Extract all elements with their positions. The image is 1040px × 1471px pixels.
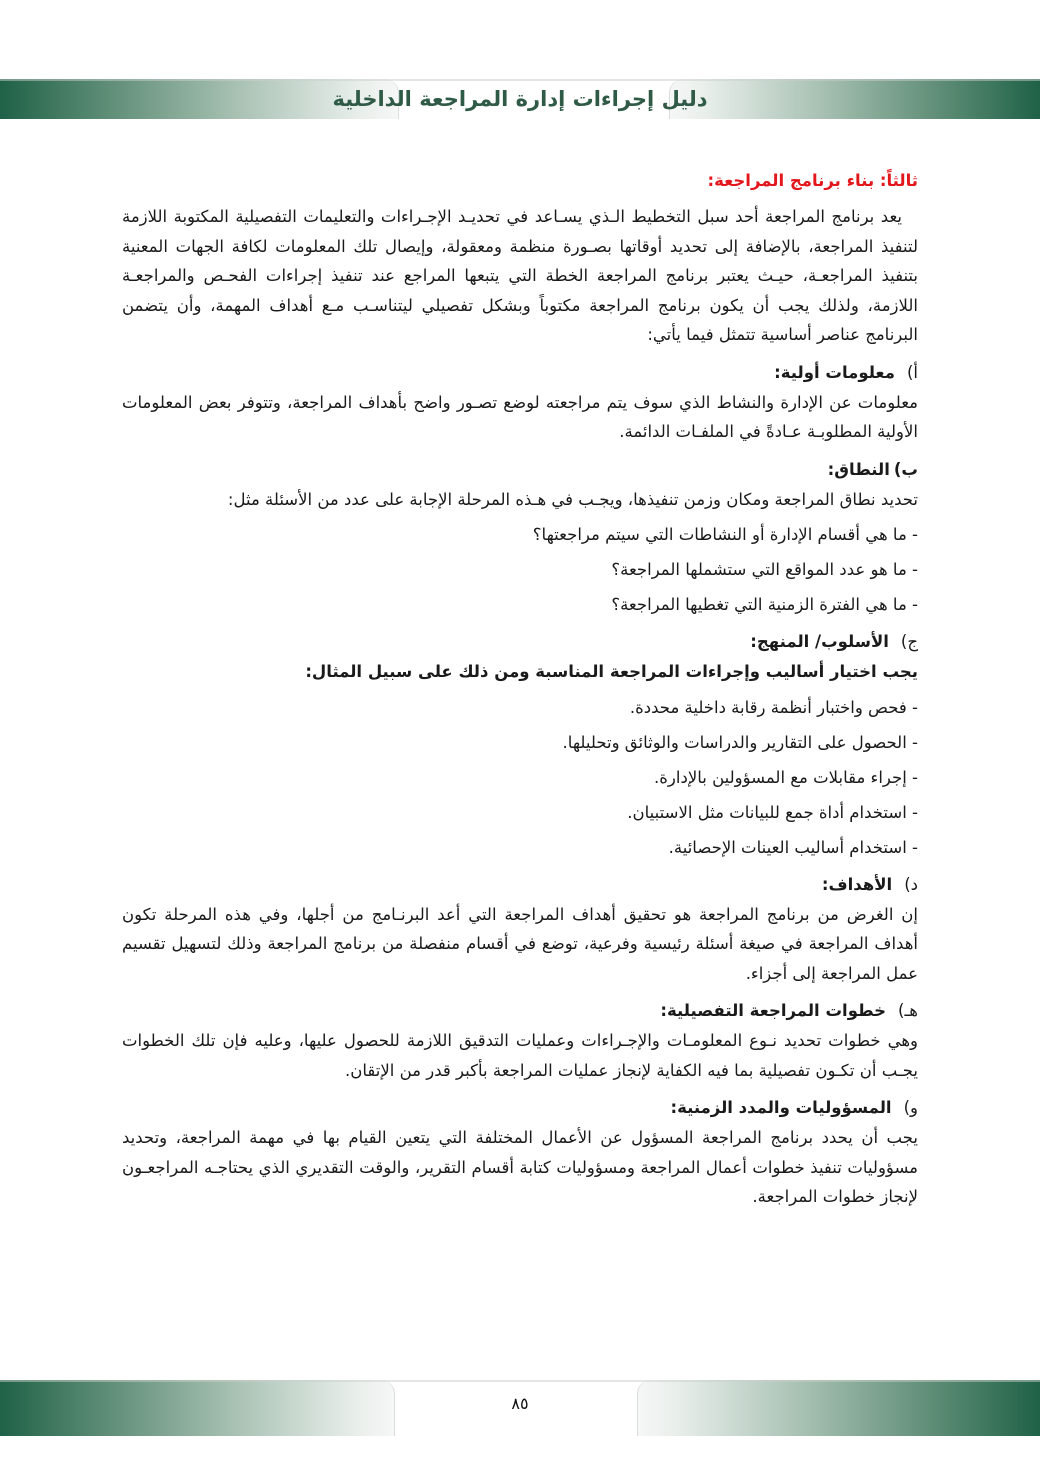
list-item: - استخدام أساليب العينات الإحصائية. — [668, 837, 918, 857]
item-e-heading — [122, 996, 918, 1026]
item-e-title: خطوات المراجعة التفصيلية: — [660, 1001, 887, 1020]
item-a-body: معلومات عن الإدارة والنشاط الذي سوف يتم مراجعته لوضع تصـور واضح بأهداف المراجعة، وتتوفر بعض المعلومات الأولية المطلوبـة عـادةً في الملفـات الدائمة. — [122, 392, 918, 441]
item-f-title: المسؤوليات والمدد الزمنية: — [670, 1098, 892, 1117]
item-a-letter: أ) — [906, 362, 918, 382]
list-item: - إجراء مقابلات مع المسؤولين بالإدارة. — [654, 767, 918, 787]
item-c-lead: يجب اختيار أساليب وإجراءات المراجعة المناسبة ومن ذلك على سبيل المثال: — [305, 662, 918, 681]
document-title-text: دليل إجراءات إدارة المراجعة الداخلية — [332, 87, 708, 111]
list-item: - استخدام أداة جمع للبيانات مثل الاستبيان. — [627, 802, 918, 822]
item-d-heading — [122, 870, 918, 900]
list-item: - ما هو عدد المواقع التي ستشملها المراجعة؟ — [611, 560, 918, 579]
list-item: - ما هي أقسام الإدارة أو النشاطات التي سيتم مراجعتها؟ — [532, 525, 918, 544]
methods-list — [122, 693, 918, 862]
item-b-body: تحديد نطاق المراجعة ومكان وزمن تنفيذها، ويجـب في هـذه المرحلة الإجابة على عدد من الأسئلة مثل: — [227, 489, 918, 509]
item-d-letter: د) — [904, 874, 918, 894]
page-number: ٨٥ — [511, 1394, 529, 1413]
item-b-letter: ب) — [893, 459, 918, 479]
list-item: - فحص واختبار أنظمة رقابة داخلية محددة. — [629, 697, 918, 717]
section-intro: يعد برنامج المراجعة أحد سبل التخطيط الـذي يسـاعد في تحديـد الإجـراءات والتعليمات التفصيلية المكتوبة اللازمة لتنفيذ المراجعة، بالإضافة إلى تحديد أوقاتها بصـورة منظمة ومعقولة، وإيصال تلك المعلومات لكافة الجهات المعنية بتنفيذ المراجعـة، حيـث يعتبر برنامج المراجعة الخطة التي يتبعها المراجع عند تنفيذ إجراءات الفحـص والمراجعـة اللازمة، ولذلك يجب أن يكون برنامج المراجعة مكتوباً وبشكل تفصيلي ليتناسـب مـع أهداف المهمة، وأن يتضمن البرنامج عناصر أساسية تتمثل فيما يأتي: — [122, 207, 918, 344]
item-a-title: معلومات أولية: — [774, 362, 895, 382]
list-item: - الحصول على التقارير والدراسات والوثائق وتحليلها. — [562, 732, 918, 752]
section-title: ثالثاً: بناء برنامج المراجعة: — [707, 171, 918, 190]
page-content — [122, 166, 918, 1212]
document-title — [0, 79, 1040, 119]
item-f-letter: و) — [903, 1098, 918, 1117]
item-c-title: الأسلوب/ المنهج: — [750, 632, 889, 651]
item-d-title: الأهداف: — [821, 874, 893, 894]
item-b-title: النطاق: — [827, 459, 890, 479]
item-b-heading — [122, 455, 918, 485]
item-c-letter: ج) — [900, 632, 918, 651]
item-a-heading — [122, 358, 918, 388]
scope-questions-list — [122, 520, 918, 619]
item-e-body: وهي خطوات تحديد نـوع المعلومـات والإجـراءات وعمليات التدقيق اللازمة للحصول عليها، وعليه فإن تلك الخطوات يجـب أن تكـون تفصيلية بما فيه الكفاية لإنجاز عمليات المراجعة بأكبر قدر من الإتقان. — [122, 1031, 918, 1080]
list-item: - ما هي الفترة الزمنية التي تغطيها المراجعة؟ — [611, 595, 918, 614]
item-e-letter: هـ) — [898, 1001, 918, 1020]
item-c-heading — [122, 627, 918, 657]
item-f-body: يجب أن يحدد برنامج المراجعة المسؤول عن الأعمال المختلفة التي يتعين القيام بها في مهمة المراجعة، وتحديد مسؤوليات تنفيذ خطوات أعمال المراجعة ومسؤوليات كتابة أقسام التقرير، والوقت التقديري الذي يحتاجـه المراجعـون لإنجاز خطوات المراجعة. — [122, 1128, 918, 1206]
item-d-body: إن الغرض من برنامج المراجعة هو تحقيق أهداف المراجعة التي أعد البرنـامج من أجلها، وفي هذه المرحلة تكون أهداف المراجعة في صيغة أسئلة رئيسية وفرعية، توضع في أقسام منفصلة من برنامج المراجعة وذلك لتسهيل تقسيم عمل المراجعة إلى أجزاء. — [122, 904, 918, 983]
item-f-heading — [122, 1093, 918, 1123]
